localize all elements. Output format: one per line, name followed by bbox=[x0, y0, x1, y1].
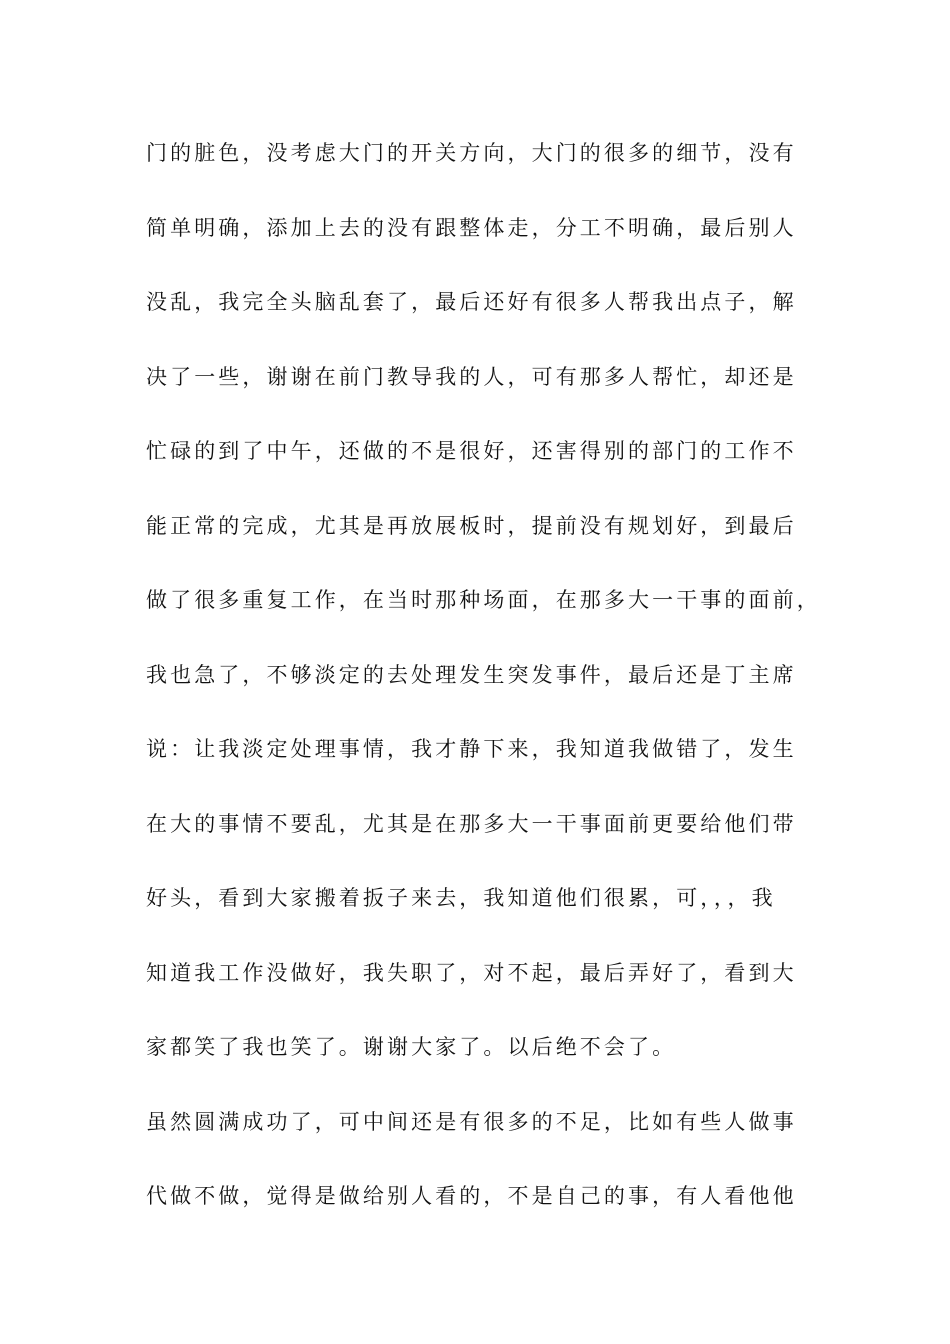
text-line: 我也急了，不够淡定的去处理发生突发事件，最后还是丁主席 bbox=[146, 662, 797, 687]
text-line: 能正常的完成，尤其是再放展板时，提前没有规划好，到最后 bbox=[146, 513, 797, 538]
text-line: 虽然圆满成功了，可中间还是有很多的不足，比如有些人做事 bbox=[146, 1109, 797, 1134]
text-line: 没乱，我完全头脑乱套了，最后还好有很多人帮我出点子，解 bbox=[146, 290, 797, 314]
text-line: 做了很多重复工作，在当时那种场面，在那多大一干事的面前， bbox=[146, 588, 821, 612]
text-line: 在大的事情不要乱，尤其是在那多大一干事面前更要给他们带 bbox=[146, 811, 797, 836]
body-text bbox=[146, 133, 836, 1251]
text-line: 代做不做，觉得是做给别人看的，不是自己的事，有人看他他 bbox=[146, 1184, 797, 1208]
text-line: 家都笑了我也笑了。谢谢大家了。以后绝不会了。 bbox=[146, 1035, 677, 1059]
text-line: 好头，看到大家搬着扳子来去，我知道他们很累，可，，，我 bbox=[146, 886, 776, 910]
text-line: 门的脏色，没考虑大门的开关方向，大门的很多的细节，没有 bbox=[146, 141, 797, 165]
text-line: 决了一些，谢谢在前门教导我的人，可有那多人帮忙，却还是 bbox=[146, 364, 797, 389]
text-line: 知道我工作没做好，我失职了，对不起，最后弄好了，看到大 bbox=[146, 960, 797, 985]
text-line: 简单明确，添加上去的没有跟整体走，分工不明确，最后别人 bbox=[146, 215, 797, 240]
text-line: 忙碌的到了中午，还做的不是很好，还害得别的部门的工作不 bbox=[146, 439, 797, 463]
text-line: 说：让我淡定处理事情，我才静下来，我知道我做错了，发生 bbox=[146, 737, 797, 761]
